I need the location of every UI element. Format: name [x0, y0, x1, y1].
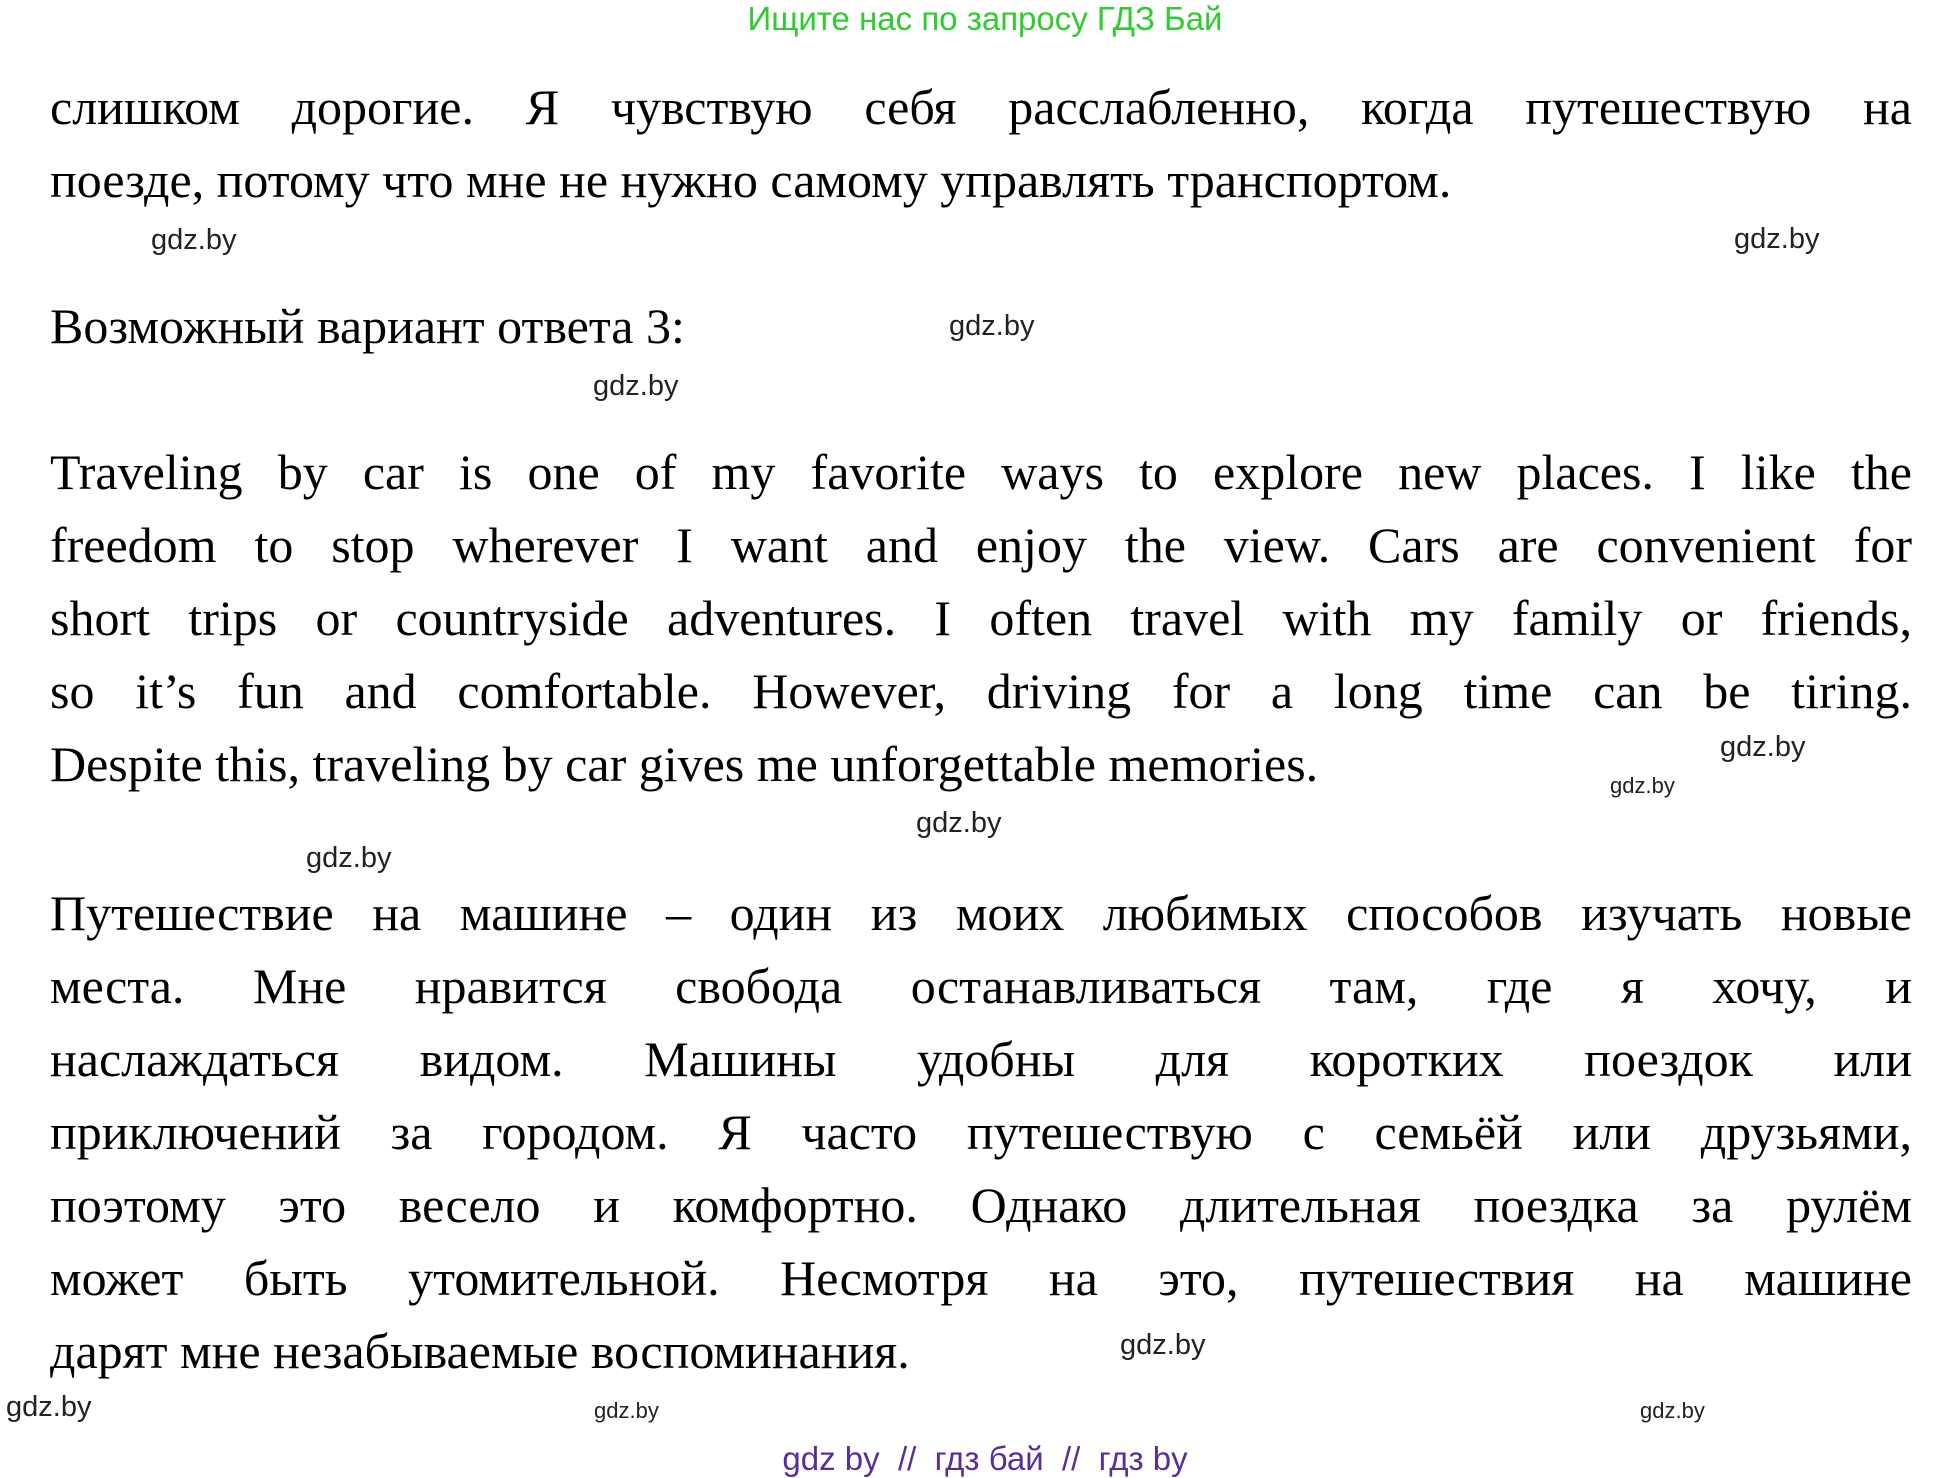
intro-paragraph: [50, 71, 1912, 217]
search-hint-banner: Ищите нас по запросу ГДЗ Бай: [747, 0, 1223, 37]
text-line: freedom to stop wherever I want and enjoy the view. Cars are convenient for: [50, 517, 1912, 573]
text-line: наслаждаться видом. Машины удобны для коротких поездок или: [50, 1031, 1912, 1087]
text-line: Despite this, traveling by car gives me unforgettable memories.: [50, 736, 1319, 792]
answer-heading: Возможный вариант ответа 3:: [50, 298, 685, 354]
watermark: gdz.by: [1720, 731, 1806, 763]
text-line: может быть утомительной. Несмотря на это, путешествия на машине: [50, 1250, 1912, 1306]
watermark: gdz.by: [594, 1398, 659, 1423]
watermark: gdz.by: [1640, 1398, 1705, 1423]
text-line: места. Мне нравится свобода останавливаться там, где я хочу, и: [50, 958, 1912, 1014]
text-line: поэтому это весело и комфортно. Однако длительная поездка за рулём: [50, 1177, 1912, 1233]
watermark: gdz.by: [1610, 773, 1675, 798]
text-line: so it’s fun and comfortable. However, driving for a long time can be tiring.: [50, 663, 1912, 719]
text-line: приключений за городом. Я часто путешествую с семьёй или друзьями,: [50, 1104, 1912, 1160]
watermark: gdz.by: [593, 370, 679, 402]
watermark: gdz.by: [949, 310, 1035, 342]
text-line: Путешествие на машине – один из моих любимых способов изучать новые: [50, 885, 1912, 941]
watermark: gdz.by: [1120, 1329, 1206, 1361]
text-line: дарят мне незабываемые воспоминания.: [50, 1323, 910, 1379]
watermark: gdz.by: [1734, 223, 1820, 255]
watermark: gdz.by: [6, 1391, 92, 1423]
english-paragraph: [50, 436, 1912, 801]
watermark: gdz.by: [916, 807, 1002, 839]
text-line: short trips or countryside adventures. I often travel with my family or friends,: [50, 590, 1912, 646]
text-line: поезде, потому что мне не нужно самому управлять транспортом.: [50, 152, 1452, 208]
watermark: gdz.by: [306, 842, 392, 874]
russian-paragraph: [50, 877, 1912, 1388]
watermark: gdz.by: [151, 224, 237, 256]
text-line: Traveling by car is one of my favorite ways to explore new places. I like the: [50, 444, 1912, 500]
footer-banner: gdz by // гдз бай // гдз by: [782, 1440, 1188, 1477]
text-line: слишком дорогие. Я чувствую себя расслабленно, когда путешествую на: [50, 79, 1912, 135]
